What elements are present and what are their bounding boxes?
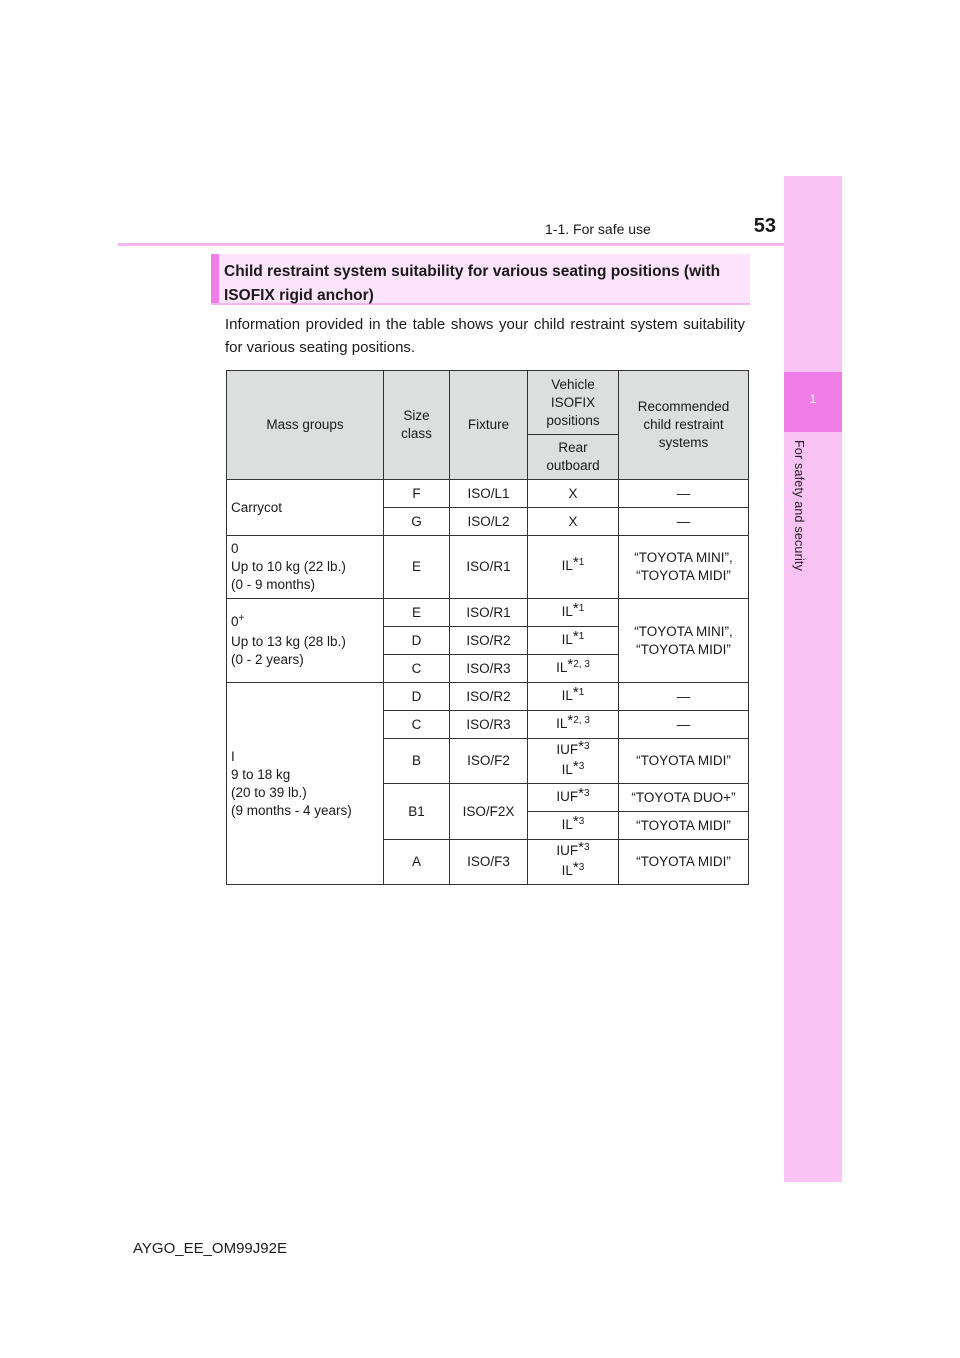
chapter-title: For safety and security xyxy=(792,440,806,572)
recommended-cell: — xyxy=(619,711,749,739)
recommended-cell: “TOYOTA MINI”, “TOYOTA MIDI” xyxy=(619,599,749,683)
isofix-suitability-table xyxy=(226,370,748,885)
mass-group-weight: Up to 13 kg (28 lb.) xyxy=(231,633,346,649)
size-class-cell: C xyxy=(384,655,450,683)
note-number: 1 xyxy=(578,686,585,698)
mass-group-age: (0 - 9 months) xyxy=(231,577,316,592)
header-fixture: Fixture xyxy=(450,371,528,480)
mass-group-weight: 9 to 18 kg xyxy=(231,766,291,782)
section-heading-accent xyxy=(211,254,219,305)
table-row xyxy=(227,599,749,627)
recommended-cell: “TOYOTA MINI”, “TOYOTA MIDI” xyxy=(619,536,749,599)
recommended-cell: “TOYOTA DUO+” xyxy=(619,784,749,812)
fixture-cell: ISO/L2 xyxy=(450,508,528,536)
recommended-cell: — xyxy=(619,508,749,536)
intro-paragraph: Information provided in the table shows your child restraint system suitability for various seating positions. xyxy=(225,316,745,356)
document-code: AYGO_EE_OM99J92E xyxy=(133,1240,287,1257)
note-star: * xyxy=(572,812,579,830)
size-class-cell: D xyxy=(384,627,450,655)
note-star: * xyxy=(578,738,585,755)
note-number: 1 xyxy=(578,630,585,642)
note-number: 3 xyxy=(584,787,590,799)
page-number: 53 xyxy=(753,215,776,237)
position-cell: IL*$^3$ xyxy=(528,812,619,840)
recommended-cell: “TOYOTA MIDI” xyxy=(619,812,749,840)
header-recommended: Recommended child restraint systems xyxy=(619,371,749,480)
header-rule xyxy=(118,243,840,246)
header-mass-groups: Mass groups xyxy=(227,371,384,480)
note-star: * xyxy=(572,599,579,617)
size-class-cell: A xyxy=(384,840,450,885)
mass-group-label: I xyxy=(231,748,235,764)
fixture-cell: ISO/F3 xyxy=(450,840,528,885)
note-star: * xyxy=(572,758,579,775)
position-cell: X xyxy=(528,480,619,508)
table-row xyxy=(227,683,749,711)
fixture-cell: ISO/R1 xyxy=(450,536,528,599)
fixture-cell: ISO/R3 xyxy=(450,711,528,739)
header-rear-outboard: Rear outboard xyxy=(528,435,619,480)
note-number: 1 xyxy=(578,557,585,568)
size-class-cell: E xyxy=(384,536,450,599)
note-number: 1 xyxy=(578,602,585,614)
note-star: * xyxy=(578,839,585,856)
position-cell: IL*$^{2, 3}$ xyxy=(528,655,619,683)
recommended-cell: — xyxy=(619,480,749,508)
size-class-cell: B xyxy=(384,739,450,784)
running-header-section: 1-1. For safe use xyxy=(545,221,651,237)
recommended-cell: “TOYOTA MIDI” xyxy=(619,739,749,784)
note-star: * xyxy=(578,784,585,802)
mass-group-age: (9 months - 4 years) xyxy=(231,802,352,818)
fixture-cell: ISO/F2X xyxy=(450,784,528,840)
position-cell: IL*$^1$ xyxy=(528,627,619,655)
fixture-cell: ISO/R2 xyxy=(450,627,528,655)
mass-group-weight-lb: (20 to 39 lb.) xyxy=(231,784,307,800)
header-size-class: Size class xyxy=(384,371,450,480)
header-vehicle-isofix-positions: Vehicle ISOFIX positions xyxy=(528,371,619,435)
fixture-cell: ISO/R1 xyxy=(450,599,528,627)
position-cell: IL*$^{2, 3}$ xyxy=(528,711,619,739)
table-row xyxy=(227,480,749,508)
recommended-cell: — xyxy=(619,683,749,711)
note-star: * xyxy=(567,711,574,729)
fixture-cell: ISO/L1 xyxy=(450,480,528,508)
note-star: * xyxy=(572,554,579,571)
chapter-side-tab xyxy=(784,176,842,1182)
fixture-cell: ISO/R2 xyxy=(450,683,528,711)
mass-group-label: 0 xyxy=(231,613,239,629)
size-class-cell: F xyxy=(384,480,450,508)
note-number: 3 xyxy=(584,842,590,853)
position-cell: IUF*$^3$ IL*$^3$ xyxy=(528,739,619,784)
fixture-cell: ISO/F2 xyxy=(450,739,528,784)
note-number: 2, 3 xyxy=(573,714,590,726)
mass-group-0-plus xyxy=(227,599,384,683)
note-number: 3 xyxy=(578,815,585,827)
mass-group-label: 0 xyxy=(231,541,239,556)
fixture-cell: ISO/R3 xyxy=(450,655,528,683)
position-cell: X xyxy=(528,508,619,536)
note-number: 3 xyxy=(578,761,585,772)
mass-group-age: (0 - 2 years) xyxy=(231,651,304,667)
note-number: 2, 3 xyxy=(573,658,590,670)
size-class-cell: B1 xyxy=(384,784,450,840)
size-class-cell: D xyxy=(384,683,450,711)
mass-group-I xyxy=(227,683,384,885)
table-row xyxy=(227,536,749,599)
size-class-cell: E xyxy=(384,599,450,627)
size-class-cell: G xyxy=(384,508,450,536)
position-cell: IUF*$^3$ IL*$^3$ xyxy=(528,840,619,885)
mass-group-sup: + xyxy=(238,612,245,624)
section-title: Child restraint system suitability for various seating positions (with ISOFIX rigid anchor) xyxy=(224,263,721,304)
note-star: * xyxy=(572,683,579,701)
position-cell: IL*$^1$ xyxy=(528,599,619,627)
note-star: * xyxy=(567,655,574,673)
position-cell: IUF*$^3$ xyxy=(528,784,619,812)
mass-group-carrycot: Carrycot xyxy=(227,480,384,536)
note-star: * xyxy=(572,627,579,645)
chapter-number: 1 xyxy=(809,392,817,406)
mass-group-0 xyxy=(227,536,384,599)
note-number: 3 xyxy=(578,862,585,873)
note-star: * xyxy=(572,859,579,876)
position-cell: IL*$^1$ xyxy=(528,536,619,599)
position-cell: IL*$^1$ xyxy=(528,683,619,711)
note-number: 3 xyxy=(584,741,590,752)
mass-group-weight: Up to 10 kg (22 lb.) xyxy=(231,559,346,574)
recommended-cell: “TOYOTA MIDI” xyxy=(619,840,749,885)
size-class-cell: C xyxy=(384,711,450,739)
